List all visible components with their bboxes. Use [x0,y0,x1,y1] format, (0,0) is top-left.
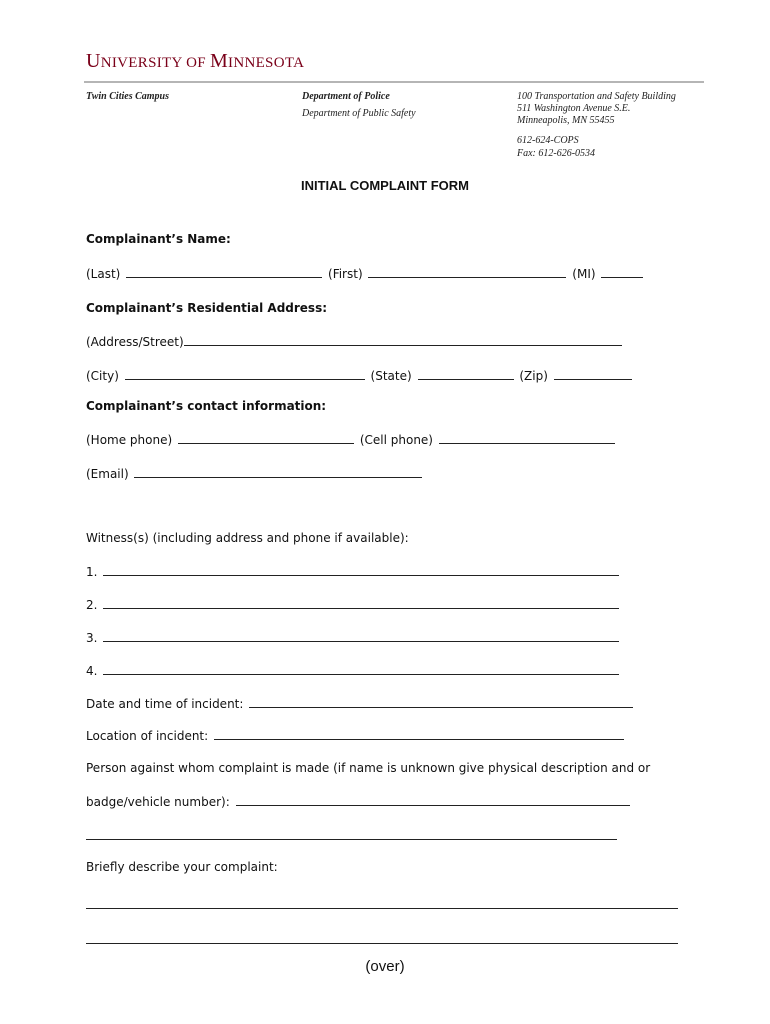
witness-number: 3. [86,631,98,645]
address-heading: Complainant’s Residential Address: [86,301,328,315]
address-line-1: 100 Transportation and Safety Building [517,91,676,102]
street-row [86,334,624,349]
zip-label: (Zip) [519,369,548,383]
witness-number: 1. [86,565,98,579]
witness-field-1[interactable] [103,564,619,576]
address-line-3: Minneapolis, MN 55455 [517,115,615,126]
city-label: (City) [86,369,119,383]
incident-location-field[interactable] [214,728,624,740]
first-name-field[interactable] [368,266,566,278]
street-field[interactable] [184,334,622,346]
campus-name: Twin Cities Campus [86,91,169,102]
zip-field[interactable] [554,368,632,380]
witness-number: 2. [86,598,98,612]
person-label-line-1: Person against whom complaint is made (if name is unknown give physical description and or [86,761,651,775]
phone-number: 612-624-COPS [517,135,579,146]
name-row [86,266,645,281]
university-logo-text: UNIVERSITY OF MINNESOTA [86,50,305,72]
incident-location-row [86,728,626,743]
home-phone-label: (Home phone) [86,433,173,447]
witness-heading: Witness(s) (including address and phone if available): [86,531,409,545]
person-field[interactable] [236,794,630,806]
cell-phone-field[interactable] [439,432,615,444]
person-extra-line[interactable] [86,839,617,840]
state-field[interactable] [418,368,514,380]
mi-field[interactable] [601,266,643,278]
witness-row-3 [86,630,621,645]
email-field[interactable] [134,466,422,478]
first-name-label: (First) [328,267,363,281]
describe-line-1[interactable] [86,908,678,909]
city-row [86,368,634,383]
witness-field-4[interactable] [103,663,619,675]
department-name: Department of Police [302,91,390,102]
street-label: (Address/Street) [86,335,184,349]
last-name-label: (Last) [86,267,121,281]
incident-date-field[interactable] [249,696,633,708]
witness-field-2[interactable] [103,597,619,609]
describe-label: Briefly describe your complaint: [86,860,278,874]
describe-line-2[interactable] [86,943,678,944]
state-label: (State) [370,369,412,383]
incident-date-label: Date and time of incident: [86,697,244,711]
last-name-field[interactable] [126,266,322,278]
email-label: (Email) [86,467,129,481]
witness-field-3[interactable] [103,630,619,642]
incident-location-label: Location of incident: [86,729,209,743]
cell-phone-label: (Cell phone) [359,433,433,447]
incident-date-row [86,696,635,711]
fax-number: Fax: 612-626-0534 [517,148,596,159]
contact-heading: Complainant’s contact information: [86,399,327,413]
over-note: (over) [365,958,405,975]
sub-department-name: Department of Public Safety [302,108,416,119]
email-row [86,466,424,481]
phone-row [86,432,617,447]
name-heading: Complainant’s Name: [86,232,231,246]
witness-row-2 [86,597,621,612]
mi-label: (MI) [572,267,596,281]
person-row [86,794,632,809]
home-phone-field[interactable] [178,432,354,444]
witness-row-1 [86,564,621,579]
form-title: INITIAL COMPLAINT FORM [300,178,470,193]
address-line-2: 511 Washington Avenue S.E. [517,103,631,114]
person-label-line-2: badge/vehicle number): [86,795,230,809]
witness-number: 4. [86,664,98,678]
city-field[interactable] [125,368,365,380]
witness-row-4 [86,663,621,678]
header-rule [84,81,704,83]
